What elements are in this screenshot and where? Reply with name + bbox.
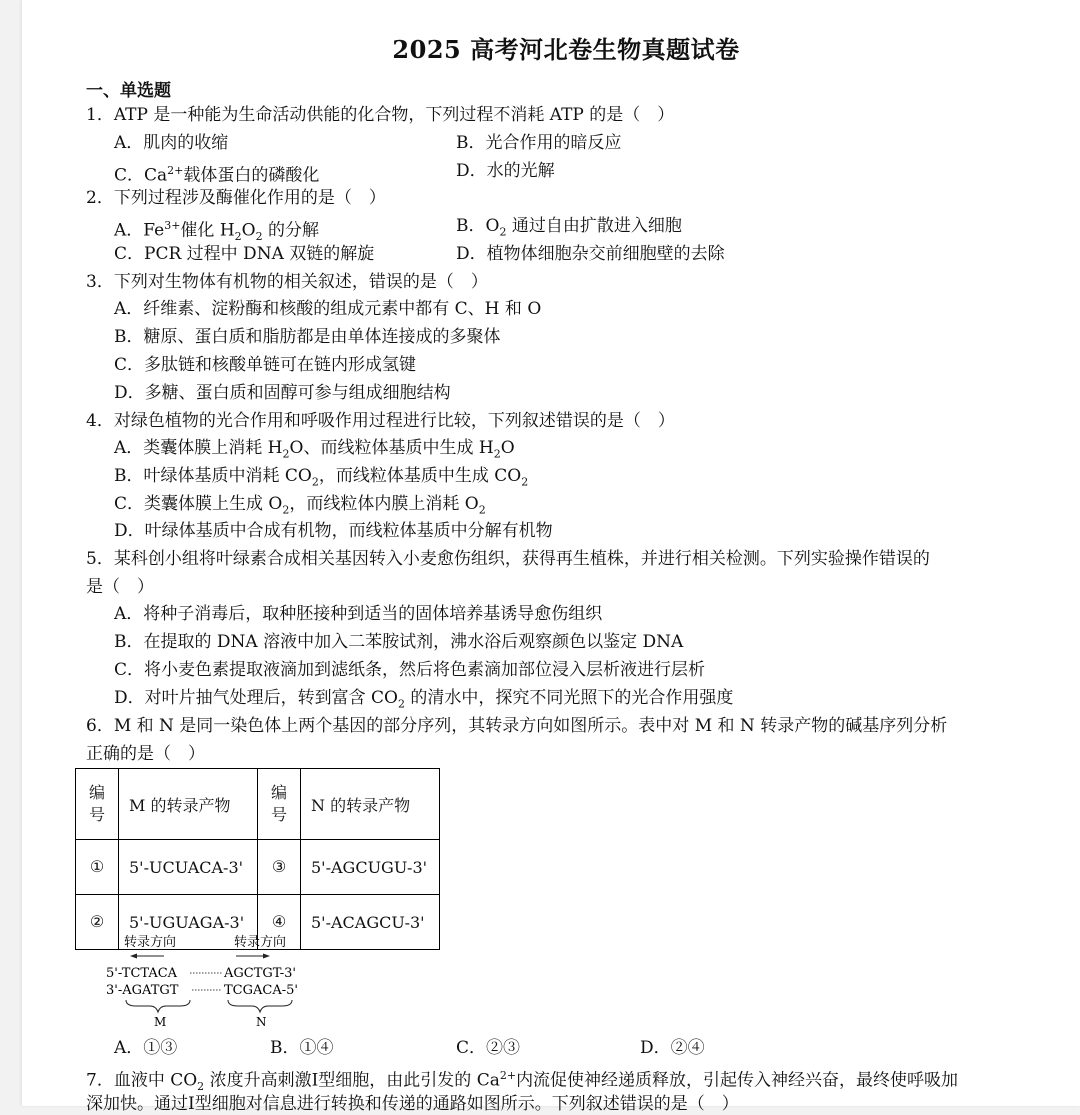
question-3-option-c: C．多肽链和核酸单链可在链内形成氢键: [114, 355, 417, 375]
dna-top-strand-right: AGCTGT-3': [224, 966, 297, 981]
question-1-option-a: A．肌肉的收缩: [114, 133, 229, 153]
question-7-stem-line1: 7．血液中 $CO_2$ 浓度升高刺激Ⅰ型细胞，由此引发的 $Ca^{2+}$内流促使神经递质释放，引起传入神经兴奋，最终使呼吸加: [86, 1069, 959, 1094]
question-2-stem: 2．下列过程涉及酶催化作用的是（ ）: [86, 188, 386, 208]
question-6-stem-line1: 6．M 和 N 是同一染色体上两个基因的部分序列，其转录方向如图所示。表中对 M 和 N 转录产物的碱基序列分析: [86, 716, 948, 736]
transcription-direction-diagram: [106, 928, 346, 1028]
dna-bottom-strand-right: TCGACA-5': [224, 983, 298, 998]
table-row: [76, 840, 440, 895]
table-header-number: 编号: [76, 769, 119, 840]
arrow-right-icon: [236, 954, 270, 959]
question-3-option-a: A．纤维素、淀粉酶和核酸的组成元素中都有 C、H 和 O: [114, 299, 542, 319]
dna-bottom-strand-left: 3'-AGATGT: [106, 983, 179, 998]
question-6-option-b: B．①④: [270, 1038, 334, 1058]
question-2-option-a: A．$Fe^{3+}$催化 $H_2O_2$ 的分解: [114, 219, 319, 244]
question-5-option-d: D．对叶片抽气处理后，转到富含 $CO_2$ 的清水中，探究不同光照下的光合作用强度: [114, 688, 734, 711]
question-6-stem-line2: 正确的是（ ）: [86, 744, 205, 764]
question-5-stem-line2: 是（ ）: [86, 577, 154, 597]
table-cell-number: ③: [258, 840, 301, 895]
question-2-option-b: B．$O_2$ 通过自由扩散进入细胞: [456, 216, 682, 239]
table-cell-number: ②: [76, 895, 119, 950]
gene-label-n: N: [256, 1015, 267, 1028]
question-6-option-a: A．①③: [114, 1038, 178, 1058]
transcript-table: [75, 768, 440, 950]
table-header-n: N 的转录产物: [301, 769, 440, 840]
question-4-option-d: D．叶绿体基质中合成有机物，而线粒体基质中分解有机物: [114, 521, 553, 541]
question-6-option-c: C．②③: [456, 1038, 521, 1058]
question-3-option-b: B．糖原、蛋白质和脂肪都是由单体连接成的多聚体: [114, 327, 501, 347]
question-4-option-a: A．类囊体膜上消耗 $H_2O$、而线粒体基质中生成 $H_2O$: [114, 438, 515, 461]
brace-m-icon: [126, 1000, 190, 1012]
page-title: 2025 高考河北卷生物真题试卷: [392, 35, 740, 64]
document-page: [22, 0, 1080, 1114]
brace-n-icon: [228, 1000, 292, 1012]
question-3-stem: 3．下列对生物体有机物的相关叙述，错误的是（ ）: [86, 272, 488, 292]
question-5-stem-line1: 5．某科创小组将叶绿素合成相关基因转入小麦愈伤组织，获得再生植株，并进行相关检测。下列实验操作错误的: [86, 549, 930, 569]
table-cell-n: 5'-ACAGCU-3': [301, 895, 440, 950]
question-7-stem-line2: 深加快。通过Ⅰ型细胞对信息进行转换和传递的通路如图所示。下列叙述错误的是（ ）: [86, 1094, 739, 1114]
arrow-left-icon: [130, 954, 164, 959]
question-5-option-a: A．将种子消毒后，取种胚接种到适当的固体培养基诱导愈伤组织: [114, 604, 603, 624]
question-1-stem: 1．ATP 是一种能为生命活动供能的化合物，下列过程不消耗 ATP 的是（ ）: [86, 105, 675, 125]
question-3-option-d: D．多糖、蛋白质和固醇可参与组成细胞结构: [114, 383, 451, 403]
question-2-option-d: D．植物体细胞杂交前细胞壁的去除: [456, 244, 725, 264]
question-4-stem: 4．对绿色植物的光合作用和呼吸作用过程进行比较，下列叙述错误的是（ ）: [86, 411, 675, 431]
table-header-number: 编号: [258, 769, 301, 840]
question-4-option-b: B．叶绿体基质中消耗 $CO_2$，而线粒体基质中生成 $CO_2$: [114, 466, 529, 489]
question-4-option-c: C．类囊体膜上生成 $O_2$，而线粒体内膜上消耗 $O_2$: [114, 494, 486, 517]
question-6-option-d: D．②④: [640, 1038, 705, 1058]
table-cell-m: 5'-UCUACA-3': [119, 840, 258, 895]
table-header-row: [76, 769, 440, 840]
question-2-option-c: C．PCR 过程中 DNA 双链的解旋: [114, 244, 375, 264]
question-5-option-b: B．在提取的 DNA 溶液中加入二苯胺试剂，沸水浴后观察颜色以鉴定 DNA: [114, 632, 684, 652]
direction-label-left: 转录方向: [124, 935, 177, 950]
gene-label-m: M: [154, 1015, 167, 1028]
section-heading: 一、单选题: [86, 81, 171, 101]
table-cell-number: ①: [76, 840, 119, 895]
question-1-option-c: C．$Ca^{2+}$载体蛋白的磷酸化: [114, 164, 320, 186]
table-cell-m: 5'-UGUAGA-3': [119, 895, 258, 950]
table-header-m: M 的转录产物: [119, 769, 258, 840]
question-1-option-d: D．水的光解: [456, 161, 555, 181]
dna-top-strand-left: 5'-TCTACA: [106, 966, 178, 981]
direction-label-right: 转录方向: [234, 935, 287, 950]
table-cell-number: ④: [258, 895, 301, 950]
question-5-option-c: C．将小麦色素提取液滴加到滤纸条，然后将色素滴加部位浸入层析液进行层析: [114, 660, 706, 680]
question-1-option-b: B．光合作用的暗反应: [456, 133, 622, 153]
table-cell-n: 5'-AGCUGU-3': [301, 840, 440, 895]
